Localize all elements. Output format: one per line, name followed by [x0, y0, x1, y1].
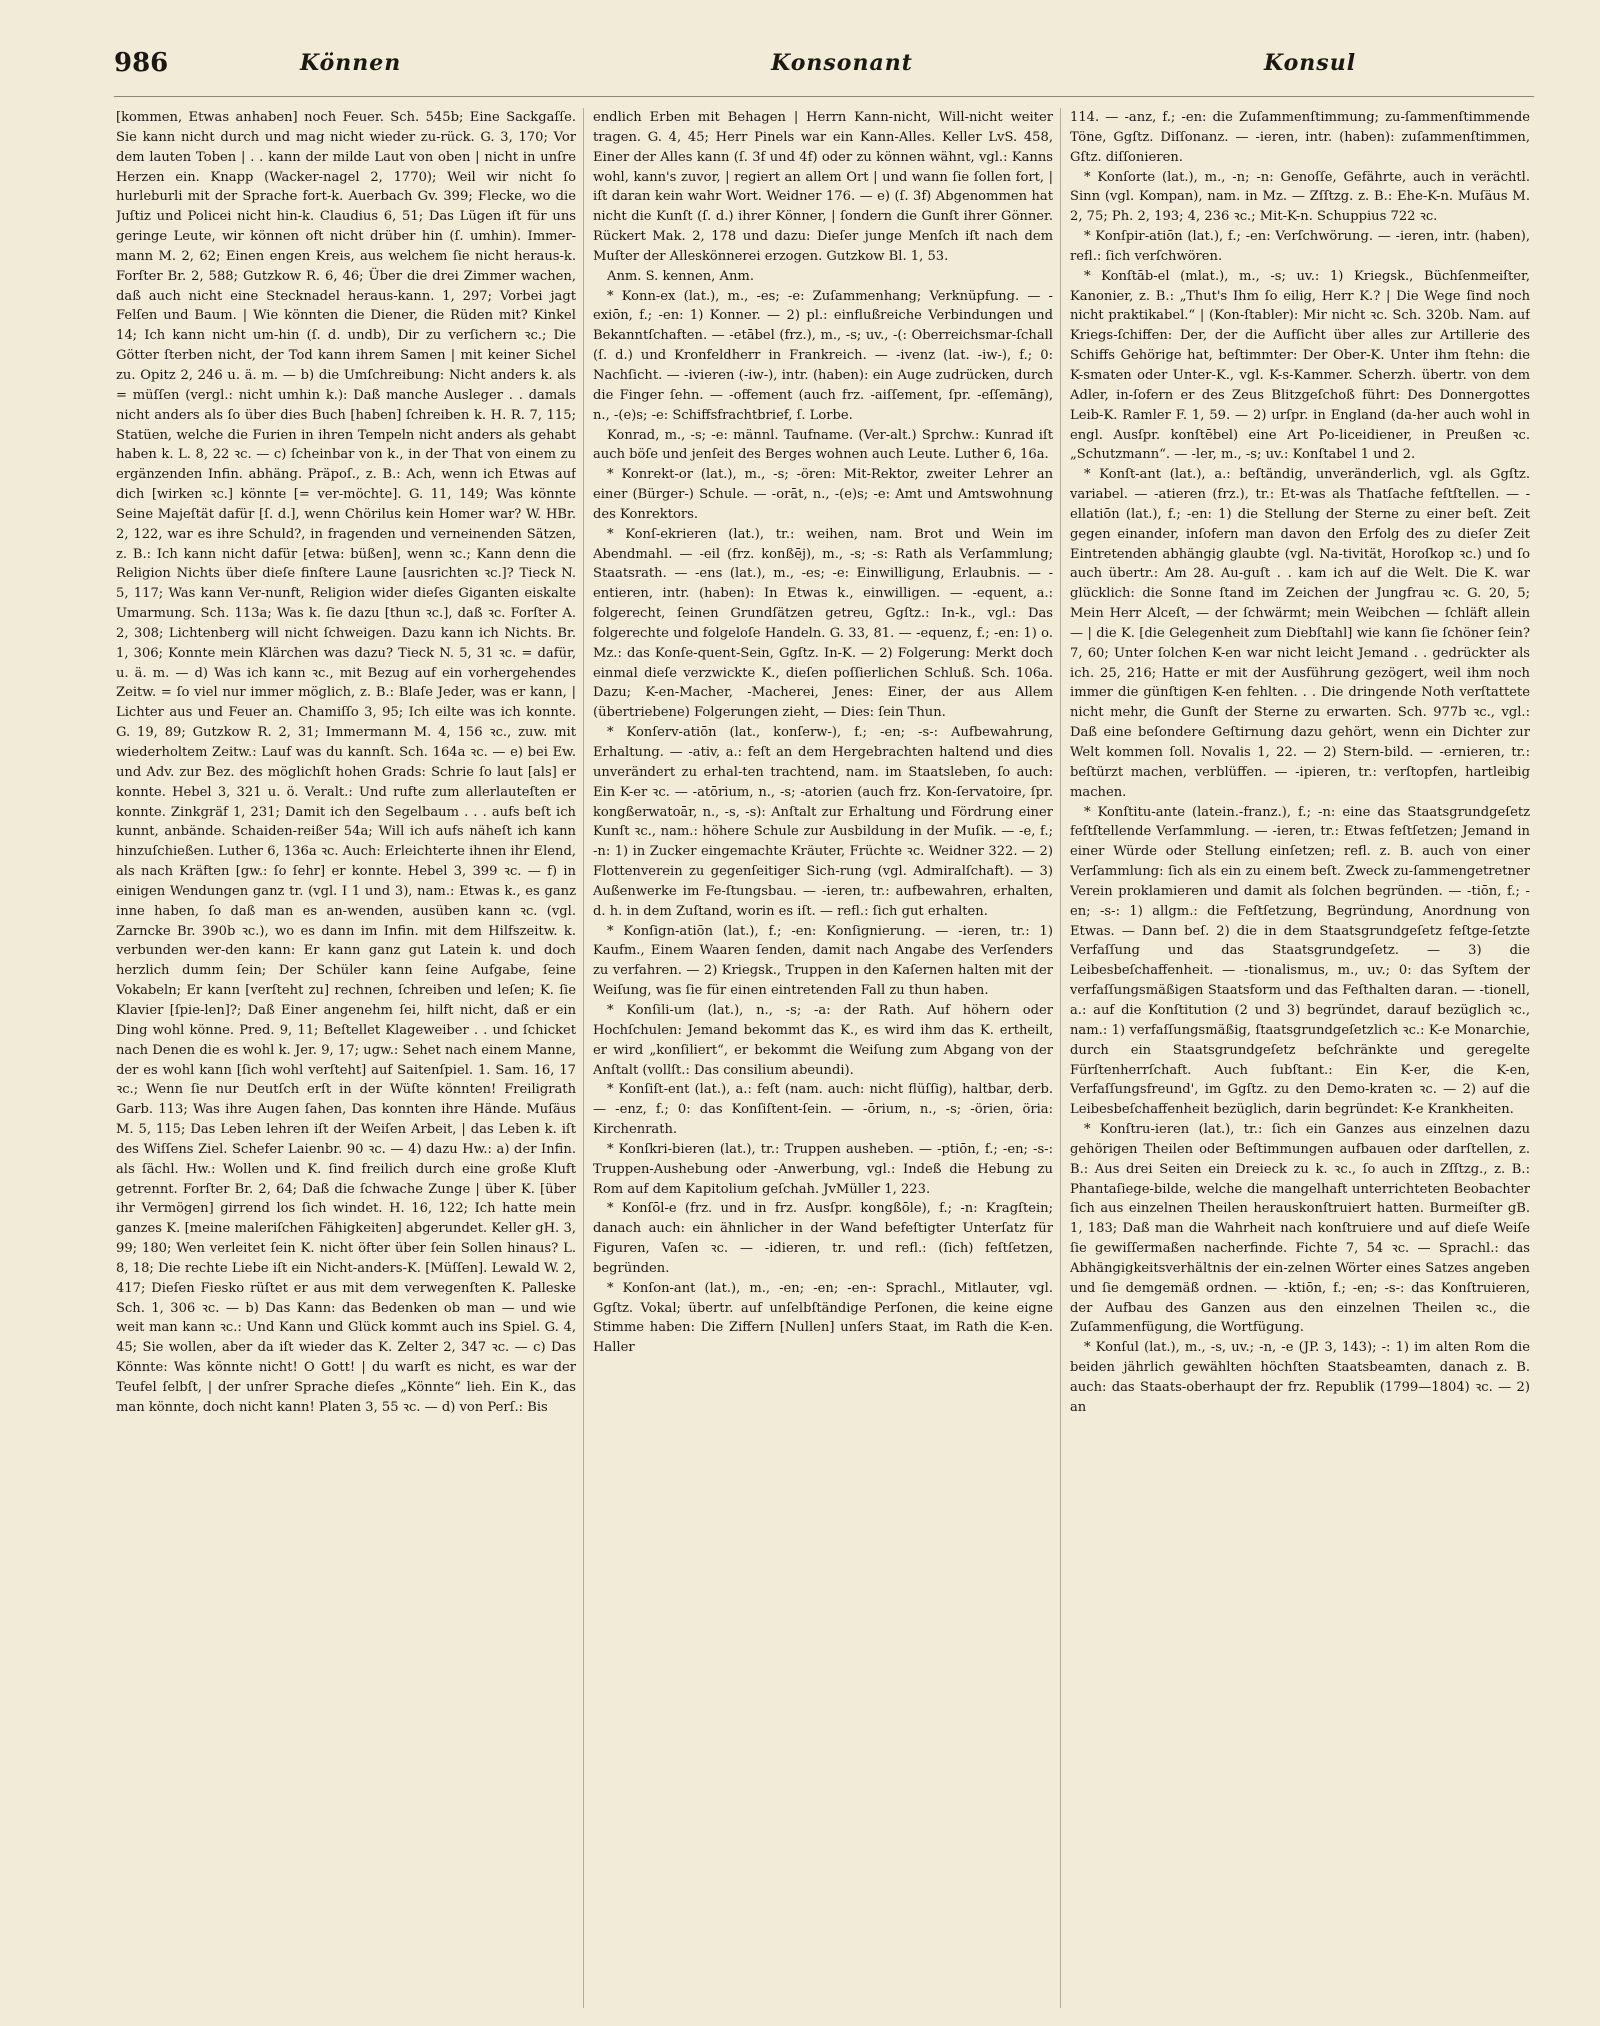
dictionary-entry: * Konrekt-or (lat.), m., -s; -ören: Mit-Rektor, zweiter Lehrer an einer (Bürger-) Schule. — -orāt, n., -(e)s; -e: Amt und Amtswohnung des Konrektors. [593, 467, 1053, 522]
dictionary-entry: * Konſon-ant (lat.), m., -en; -en; -en-: Sprachl., Mitlauter, vgl. Ggſtz. Vokal; übertr. auf unſelbſtändige Perſonen, die keine eigne Stimme haben: Die Ziffern [Nullen] unſers Staat, im Rath die K-en. Haller [593, 1280, 1053, 1356]
dictionary-entry: * Konn-ex (lat.), m., -es; -e: Zuſammenhang; Verknüpfung. — -exiōn, f.; -en: 1) Konner. — 2) pl.: einflußreiche Verbindungen und Bekanntſchaften. — -etābel (frz.), m., -s; uv., -(: Oberreichsmar-ſchall (ſ. d.) und Kronfeldherr in Frankreich. — -ivenz (lat. -iw-), f.; 0: Nachſicht. — -ivieren (-iw-), intr. (haben): ein Auge zudrücken, durch die Finger ſehn. — -offement (auch frz. -aiſſement, ſpr. -eſſemāng), n., -(e)s; -e: Schiffsfrachtbrief, ſ. Lorbe. [593, 288, 1053, 423]
dictionary-entry: * Konſign-atiōn (lat.), f.; -en: Konſignierung. — -ieren, tr.: 1) Kaufm., Einem Waaren ſenden, damit nach Angabe des Verſenders zu verfahren. — 2) Kriegsk., Truppen in den Kaſernen halten mit der Weiſung, was ſie für einen eintretenden Fall zu thun haben. [593, 923, 1053, 999]
text-column-2 [593, 108, 1053, 2008]
dictionary-entry: Konrad, m., -s; -e: männl. Taufname. (Ver-alt.) Sprchw.: Kunrad iſt auch böſe und jenſeit des Berges wohnen auch Leute. Luther 6, 16a. [593, 427, 1053, 463]
page-number: 986 [114, 48, 169, 78]
dictionary-entry: * Konſkri-bieren (lat.), tr.: Truppen ausheben. — -ptiōn, f.; -en; -s-: Truppen-Aushebung oder -Anwerbung, vgl.: Indeß die Hebung zu Rom auf dem Kapitolium geſchah. JvMüller 1, 223. [593, 1141, 1053, 1197]
dictionary-entry: 114. — -anz, f.; -en: die Zuſammenſtimmung; zu-ſammenſtimmende Töne, Ggſtz. Diſſonanz. — -ieren, intr. (haben): zuſammenſtimmen, Gſtz. diſſonieren. [1070, 110, 1530, 165]
text-column-3 [1070, 108, 1530, 2008]
dictionary-entry: * Konſul (lat.), m., -s, uv.; -n, -e (JP. 3, 143); -: 1) im alten Rom die beiden jährlich gewählten höchſten Staatsbeamten, danach z. B. auch: das Staats-oberhaupt der frz. Republik (1799—1804) ꝛc. — 2) an [1070, 1340, 1530, 1415]
header-center-word: Konsonant [771, 50, 913, 76]
dictionary-entry: * Konſtāb-el (mlat.), m., -s; uv.: 1) Kriegsk., Büchſenmeiſter, Kanonier, z. B.: „Thut's Ihm ſo eilig, Herr K.? | Die Wege ſind noch nicht praktikabel.“ | (Kon-ſtabler): Mir nicht ꝛc. Sch. 320b. Nam. auf Kriegs-ſchiffen: Der, der die Aufſicht über alles zur Artillerie des Schiffs Gehörige hat, beſtimmter: Der Ober-K. Unter ihm ſtehn: die K-smaten oder Unter-K., vgl. K-s-Kammer. Scherzh. übertr. von dem Adler, in-ſofern er des Zeus Blitzgeſchoß führt: Des Donnergottes Leib-K. Ramler F. 1, 59. — 2) urſpr. in England (da-her auch wohl in engl. Ausſpr. konſtēbel) eine Art Po-liceidiener, in Preußen ꝛc. „Schutzmann“. — -ler, m., -s; uv.: Konſtabel 1 und 2. [1070, 268, 1530, 463]
text-column-1 [116, 108, 576, 2008]
dictionary-entry: * Konſōl-e (frz. und in frz. Ausſpr. kongßōle), f.; -n: Kragſtein; danach auch: ein ähnlicher in der Wand befeſtigter Unterſatz für Figuren, Vaſen ꝛc. — -idieren, tr. und refl.: (ſich) feſtſetzen, begründen. [593, 1201, 1053, 1276]
dictionary-entry: * Konſili-um (lat.), n., -s; -a: der Rath. Auf höhern oder Hochſchulen: Jemand bekommt das K., es wird ihm das K. ertheilt, er wird „konſiliert“, er bekommt die Weiſung zum Abgang von der Anſtalt (vollſt.: Das consilium abeundi). [593, 1002, 1053, 1078]
dictionary-entry: Anm. S. kennen, Anm. [607, 268, 754, 284]
column-divider [1060, 108, 1061, 2008]
dictionary-entry: * Konſ-ekrieren (lat.), tr.: weihen, nam. Brot und Wein im Abendmahl. — -eil (frz. konßēj), m., -s; -s: Rath als Verſammlung; Staatsrath. — -ens (lat.), m., -es; -e: Einwilligung, Erlaubnis. — -entieren, intr. (haben): In Etwas k., einwilligen. — -equent, a.: folgerecht, ſeinen Grundſätzen getreu, Ggſtz.: In-k., vgl.: Das folgerechte und folgeloſe Handeln. G. 33, 81. — -equenz, f.; -en: 1) o. Mz.: das Konſe-quent-Sein, Ggſtz. In-K. — 2) Folgerung: Merkt doch einmal dieſe verzwickte K., dieſen poſſierlichen Schluß. Sch. 106a. Dazu; K-en-Macher, -Macherei, Jenes: Einer, der aus Allem (übertriebene) Folgerungen zieht, — Dies: ſein Thun. [593, 526, 1053, 721]
column-divider [583, 108, 584, 2008]
dictionary-entry: * Konſpir-atiōn (lat.), f.; -en: Verſchwörung. — -ieren, intr. (haben), refl.: ſich verſchwören. [1070, 229, 1530, 264]
dictionary-entry: [kommen, Etwas anhaben] noch Feuer. Sch. 545b; Eine Sackgaſſe. Sie kann nicht durch und mag nicht wieder zu-rück. G. 3, 170; Vor dem lauten Toben | . . kann der milde Laut von oben | nicht in unſre Herzen ein. Knapp (Wacker-nagel 2, 1770); Weil wir nicht ſo hurleburli mit der Sprache fort-k. Auerbach Gv. 399; Flecke, wo die Juſtiz und Policei nicht hin-k. Claudius 6, 51; Das Lügen iſt für uns geringe Leute, wir können oft nicht drüber hin (ſ. umhin). Immer-mann M. 2, 62; Einen engen Kreis, aus welchem ſie nicht heraus-k. Forſter Br. 2, 588; Gutzkow R. 6, 46; Über die drei Zimmer wachen, daß auch nicht eine Stecknadel heraus-kann. 1, 297; Vorbei jagt Felſen und Baum. | Wie könnten die Diener, die Rüden mit? Kinkel 14; Ich kann nicht um-hin (ſ. d. undb), Dir zu verſichern ꝛc.; Die Götter ſterben nicht, der Tod kann ihrem Samen | mit keiner Sichel zu. Opitz 2, 246 u. ä. m. — b) die Umſchreibung: Nicht anders k. als = müſſen (vergl.: nicht umhin k.): Daß manche Ausleger . . damals nicht anders als ſo über dies Buch [haben] ſchreiben k. H. R. 7, 115; Statüen, welche die Furien in ihren Tempeln nicht anders als gehabt haben k. L. 8, 22 ꝛc. — c) ſcheinbar von k., in der That von einem zu ergänzenden Infin. abhäng. Präpoſ., z. B.: Ach, wenn ich Etwas auf dich [wirken ꝛc.] könnte [= ver-möchte]. G. 11, 149; Was könnte Seine Majeſtät dafür [ſ. d.], wenn Chörilus kein Homer war? W. HBr. 2, 122, war es ihre Schuld?, in fragenden und verneinenden Sätzen, z. B.: Ich kann nicht dafür [etwa: büßen], wenn ꝛc.; Kann denn die Religion Nichts über dieſe finſtere Laune [ausrichten ꝛc.]? Tieck N. 5, 117; Was kann Ver-nunft, Religion wider dieſes Giganten eiskalte Umarmung. Sch. 113a; Was k. ſie dazu [thun ꝛc.], daß ꝛc. Forſter A. 2, 308; Lichtenberg will nicht ſchweigen. Dazu kann ich Nichts. Br. 1, 306; Konnte mein Klärchen was dazu? Tieck N. 5, 31 ꝛc. = dafür, u. ä. m. — d) Was ich kann ꝛc., mit Bezug auf ein vorhergehendes Zeitw. = ſo viel nur immer möglich, z. B.: Blaſe Jeder, was er kann, | Lichter aus und Feuer an. Chamiſſo 3, 95; Ich eilte was ich konnte. G. 19, 89; Gutzkow R. 2, 31; Immermann M. 4, 156 ꝛc., zuw. mit wiederholtem Zeitw.: Lauf was du kannſt. Sch. 164a ꝛc. — e) bei Ew. und Adv. zur Bez. des möglichſt hohen Grads: Schrie ſo laut [als] er konnte. Hebel 3, 321 u. ö. Veralt.: Und rufte zum allerlauteſten er konnte. Zinkgräf 1, 231; Damit ich den Segelbaum . . . aufs beſt ich kunnt, anbände. Schaiden-reißer 54a; Will ich aufs näheſt ich kann hinzuſchießen. Luther 6, 136a ꝛc. Auch: Erleichterte ihnen ihr Elend, als nach Kräften [gw.: ſo ſehr] er konnte. Hebel 3, 399 ꝛc. — f) in einigen Wendungen ganz tr. (vgl. I 1 und 3), nam.: Etwas k., es ganz inne haben, ſo daß man es an-wenden, ausüben kann ꝛc. (vgl. Zarncke Br. 390b ꝛc.), wo es dann im Infin. mit dem Hilfszeitw. k. verbunden wer-den kann: Er kann ganz gut Latein k. und doch herzlich dumm ſein; Der Schüler kann ſeine Aufgabe, ſeine Vokabeln; Er kann [verſteht zu] rechnen, ſchreiben und leſen; K. ſie Klavier [ſpie-len]?; Daß Einer angenehm ſei, hilft nicht, daß er ein Ding wohl könne. Pred. 9, 11; Beſtellet Klageweiber . . und ſchicket nach Denen die es wohl k. Jer. 9, 17; ugw.: Sehet nach einem Manne, der es wohl kann [ſich wohl verſteht] auf Saitenſpiel. 1. Sam. 16, 17 ꝛc.; Wenn ſie nur Deutſch erſt in der Wüſte könnten! Freiligrath Garb. 113; Was ihre Augen ſahen, Das konnten ihre Hände. Muſäus M. 5, 115; Das Leben lehren iſt der Weiſen Arbeit, | das Leben k. iſt des Wiſſens Ziel. Schefer Laienbr. 90 ꝛc. — 4) dazu Hw.: a) der Infin. als ſächl. Hw.: Wollen und K. ſind freilich durch eine große Kluft getrennt. Forſter Br. 2, 64; Daß die ſchwache Zunge | über K. [über ihr Vermögen] girrend los ſich windet. H. 16, 122; Ich hatte mein ganzes K. [meine maleriſchen Fähigkeiten] abgerundet. Keller gH. 3, 99; 180; Wen verleitet ſein K. nicht öfter über ſein Sollen hinaus? L. 8, 18; Die rechte Liebe iſt ein Nicht-anders-K. [Müſſen]. Lewald W. 2, 417; Dieſen Fiesko rüſtet er aus mit dem verwegenſten K. Palleske Sch. 1, 306 ꝛc. — b) Das Kann: das Bedenken ob man — und wie weit man kann ꝛc.: Und Kann und Glück kommt auch ins Spiel. G. 4, 45; Sie wollen, aber da iſt wieder das K. Zelter 2, 347 ꝛc. — c) Das Könnte: Was könnte nicht! O Gott! | du warſt es nicht, es war der Teufel ſelbſt, | der unſrer Sprache dieſes „Könnte“ lieh. Ein K., das man könnte, doch nicht kann! Platen 3, 55 ꝛc. — d) von Perſ.: Bis [116, 110, 576, 1415]
dictionary-entry: * Konſt-ant (lat.), a.: beſtändig, unveränderlich, vgl. als Ggſtz. variabel. — -atieren (frz.), tr.: Et-was als Thatſache feſtſtellen. — -ellatiōn (lat.), f.; -en: 1) die Stellung der Sterne zu einer beſt. Zeit gegen einander, inſofern man davon den Erfolg des zu dieſer Zeit Eintretenden abhängig glaubte (vgl. Na-tivität, Horoſkop ꝛc.) und ſo auch übertr.: Am 28. Au-guſt . . kam ich auf die Welt. Die K. war glücklich: die Sonne ſtand im Zeichen der Jungfrau ꝛc. G. 20, 5; Mein Herr Alceſt, — der ſchwärmt; mein Weibchen — ſchläft allein — | die K. [die Gelegenheit zum Diebſtahl] wie kann ſie ſchöner ſein? 7, 60; Unter ſolchen K-en war nicht leicht Jemand . . gedrückter als ich. 25, 216; Hatte er mit der Ausführung gezögert, weil ihm noch immer die günſtigen K-en fehlten. . . Die dringende Noth verſtattete nicht mehr, die Gunſt der Sterne zu erwarten. Sch. 977b ꝛc., vgl.: Daß eine beſondere Geſtirnung dazu gehört, wenn ein Dichter zur Welt kommen ſoll. Novalis 1, 22. — 2) Stern-bild. — -ernieren, tr.: beſtürzt machen, verblüffen. — -ipieren, tr.: verſtopfen, hartleibig machen. [1070, 467, 1530, 800]
header-right-word: Konsul [1264, 50, 1357, 76]
dictionary-entry: endlich Erben mit Behagen | Herrn Kann-nicht, Will-nicht weiter tragen. G. 4, 45; Herr Pinels war ein Kann-Alles. Keller LvS. 458, Einer der Alles kann (ſ. 3f und 4f) oder zu können wähnt, vgl.: Kanns wohl, kann's zuvor, | regiert an allem Ort | und wann ſie ſollen fort, | iſt daran kein wahr Wort. Weidner 176. — e) (ſ. 3f) Abgenommen hat nicht die Kunſt (ſ. d.) ihrer Könner, | ſondern die Gunſt ihrer Gönner. Rückert Mak. 2, 178 und dazu: Dieſer junge Menſch iſt nach dem Muſter der Alleskönnerei erzogen. Gutzkow Bl. 1, 53. [593, 110, 1053, 264]
dictionary-entry: * Konſorte (lat.), m., -n; -n: Genoſſe, Gefährte, auch in verächtl. Sinn (vgl. Kompan), nam. in Mz. — Zſſtzg. z. B.: Ehe-K-n. Muſäus M. 2, 75; Ph. 2, 193; 4, 236 ꝛc.; Mit-K-n. Schuppius 722 ꝛc. [1070, 169, 1530, 225]
running-header [0, 48, 1600, 88]
dictionary-entry: * Konſtitu-ante (latein.-franz.), f.; -n: eine das Staatsgrundgeſetz feſtſtellende Verſammlung. — -ieren, tr.: Etwas feſtſetzen; Jemand in einer Würde oder Stellung einſetzen; refl. z. B. auch von einer Verſammlung: ſich als ein zu einem beſt. Zweck zu-ſammengetretner Verein proklamieren und damit als ſolchen begründen. — -tiōn, f.; -en; -s-: 1) allgm.: die Feſtſetzung, Begründung, Anordnung von Etwas. — Dann beſ. 2) die in dem Staatsgrundgeſetz feſtge-ſetzte Verfaſſung und das Staatsgrundgeſetz. — 3) die Leibesbeſchaffenheit. — -tionalismus, m., uv.; 0: das Syſtem der verfaſſungsmäßigen Staatsform und das Feſthalten daran. — -tionell, a.: auf die Konſtitution (2 und 3) begründet, darauf bezüglich ꝛc., nam.: 1) verfaſſungsmäßig, ſtaatsgrundgeſetzlich ꝛc.: K-e Monarchie, durch ein Staatsgrundgeſetz beſchränkte und geregelte Fürſtenherrſchaft. Auch ſubſtant.: Ein K-er, die K-en, Verfaſſungsfreund', im Ggſtz. zu den Demo-kraten ꝛc. — 2) auf die Leibesbeſchaffenheit bezüglich, darin begründet: K-e Krankheiten. [1070, 804, 1530, 1118]
header-rule [114, 96, 1534, 97]
dictionary-entry: * Konſerv-atiōn (lat., konſerw-), f.; -en; -s-: Aufbewahrung, Erhaltung. — -ativ, a.: feſt an dem Hergebrachten haltend und dies unverändert zu erhal-ten trachtend, nam. im Staatsleben, ſo auch: Ein K-er ꝛc. — -atōrium, n., -s; -atorien (auch frz. Kon-ſervatoire, ſpr. kongßerwatoār, n., -s, -s): Anſtalt zur Erhaltung und Fördrung einer Kunſt ꝛc., nam.: höhere Schule zur Ausbildung in der Muſik. — -e, f.; -n: 1) in Zucker eingemachte Kräuter, Früchte ꝛc. Weidner 322. — 2) Flottenverein zu gegenſeitiger Sich-rung (vgl. Admiralſchaft). — 3) Außenwerke im Fe-ſtungsbau. — -ieren, tr.: aufbewahren, erhalten, d. h. in dem Zuſtand, worin es iſt. — refl.: ſich gut erhalten. [593, 725, 1053, 919]
dictionary-entry: * Konſtru-ieren (lat.), tr.: ſich ein Ganzes aus einzelnen dazu gehörigen Theilen oder Beſtimmungen aufbauen oder darſtellen, z. B.: Aus drei Seiten ein Dreieck zu k. ꝛc., ſo auch in Zſſtzg., z. B.: Phantaſiege-bilde, welche die mangelhaft unterrichteten Beobachter ſich aus einzelnen Theilen herauskonſtruiert hatten. Burmeiſter gB. 1, 183; Daß man die Wahrheit nach konſtruiere und auf dieſe Weiſe ſie gewiſſermaßen nacherfinde. Fichte 7, 54 ꝛc. — Sprachl.: das Abhängigkeitsverhältnis der ein-zelnen Wörter eines Satzes angeben und ſie demgemäß ordnen. — -ktiōn, f.; -en; -s-: das Konſtruieren, der Aufbau des Ganzen aus den einzelnen Theilen ꝛc., die Zuſammenfügung, die Wortfügung. [1070, 1122, 1530, 1336]
dictionary-entry: * Konſiſt-ent (lat.), a.: feſt (nam. auch: nicht flüſſig), haltbar, derb. — -enz, f.; 0: das Konſiſtent-ſein. — -ōrium, n., -s; -örien, öria: Kirchenrath. [593, 1082, 1053, 1138]
header-left-word: Können [300, 50, 402, 76]
